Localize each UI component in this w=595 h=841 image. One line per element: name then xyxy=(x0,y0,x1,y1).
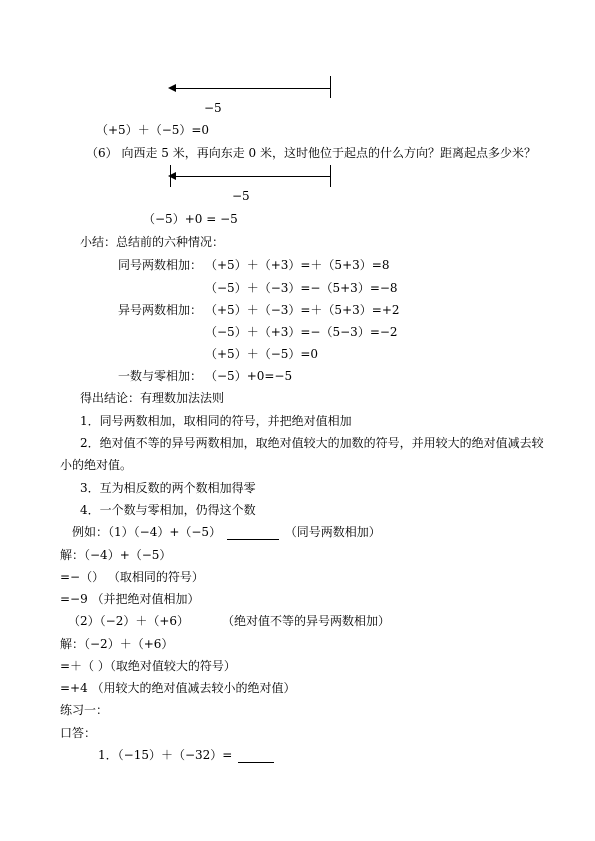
rule-1: 1．同号两数相加，取相同的符号，并把绝对值相加 xyxy=(80,414,352,428)
diagram2-right-tick xyxy=(330,165,331,187)
question-6: （6） 向西走 5 米，再向东走 0 米，这时他位于起点的什么方向？距离起点多少米？ xyxy=(86,146,536,160)
diagram2-left-tick xyxy=(170,165,171,187)
rule-4: 4．一个数与零相加，仍得这个数 xyxy=(80,503,256,517)
practice-q1 xyxy=(98,748,274,763)
conclusion-title: 得出结论：有理数加法法则 xyxy=(80,391,225,405)
zero-label: 一数与零相加： xyxy=(118,369,203,383)
equation-6: （−5）+0 = −5 xyxy=(143,212,238,226)
step-2: =−9 （并把绝对值相加） xyxy=(60,592,200,606)
part-2: （2）（−2）＋（+6） xyxy=(68,614,190,628)
rule-2a: 2．绝对值不等的异号两数相加，取绝对值较大的加数的符号，并用较大的绝对值减去较 xyxy=(80,436,544,450)
example-intro-note: （同号两数相加） xyxy=(284,525,381,539)
zero-eq1: （−5）+0=−5 xyxy=(205,369,293,383)
solution-1: 解：（−4）+（−5） xyxy=(60,548,172,562)
practice-oral: 口答： xyxy=(60,726,97,740)
solution-2: 解：（−2）＋（+6） xyxy=(60,637,174,651)
diagram1-tick xyxy=(330,76,331,98)
summary-title: 小结：总结前的六种情况： xyxy=(80,235,225,249)
same-sign-eq1: （+5）＋（+3）=＋（5+3）=8 xyxy=(205,258,390,272)
rule-2b: 小的绝对值。 xyxy=(60,458,133,472)
step-1: =−（） （取相同的符号） xyxy=(60,570,204,584)
practice-q1-blank[interactable] xyxy=(238,748,274,763)
same-sign-label: 同号两数相加： xyxy=(118,258,203,272)
practice-q1-text: 1．（−15）＋（−32）= xyxy=(98,748,233,762)
diff-sign-eq2: （−5）＋（+3）=−（5−3）=−2 xyxy=(205,325,398,339)
example-answer-blank[interactable] xyxy=(227,525,279,540)
step-3: =＋（ ）（取绝对值较大的符号） xyxy=(60,659,236,673)
example-intro-text: 例如：（1）（−4）+（−5） xyxy=(72,525,222,539)
diagram1-arrow-line xyxy=(174,88,330,89)
step-4: =+4 （用较大的绝对值减去较小的绝对值） xyxy=(60,681,296,695)
diagram2-arrow-line xyxy=(174,176,330,177)
diagram1-label: −5 xyxy=(204,101,222,115)
example-intro xyxy=(72,525,381,540)
diff-sign-eq3: （+5）＋（−5）=0 xyxy=(205,347,319,361)
part-2-note: （绝对值不等的异号两数相加） xyxy=(222,614,391,628)
practice-title: 练习一： xyxy=(60,703,109,717)
equation-5: （+5）＋（−5）=0 xyxy=(96,123,210,137)
diff-sign-label: 异号两数相加： xyxy=(118,303,203,317)
diagram2-label: −5 xyxy=(232,189,250,203)
same-sign-eq2: （−5）＋（−3）=−（5+3）=−8 xyxy=(205,281,398,295)
diff-sign-eq1: （+5）＋（−3）=＋（5+3）=+2 xyxy=(205,303,400,317)
rule-3: 3．互为相反数的两个数相加得零 xyxy=(80,481,256,495)
